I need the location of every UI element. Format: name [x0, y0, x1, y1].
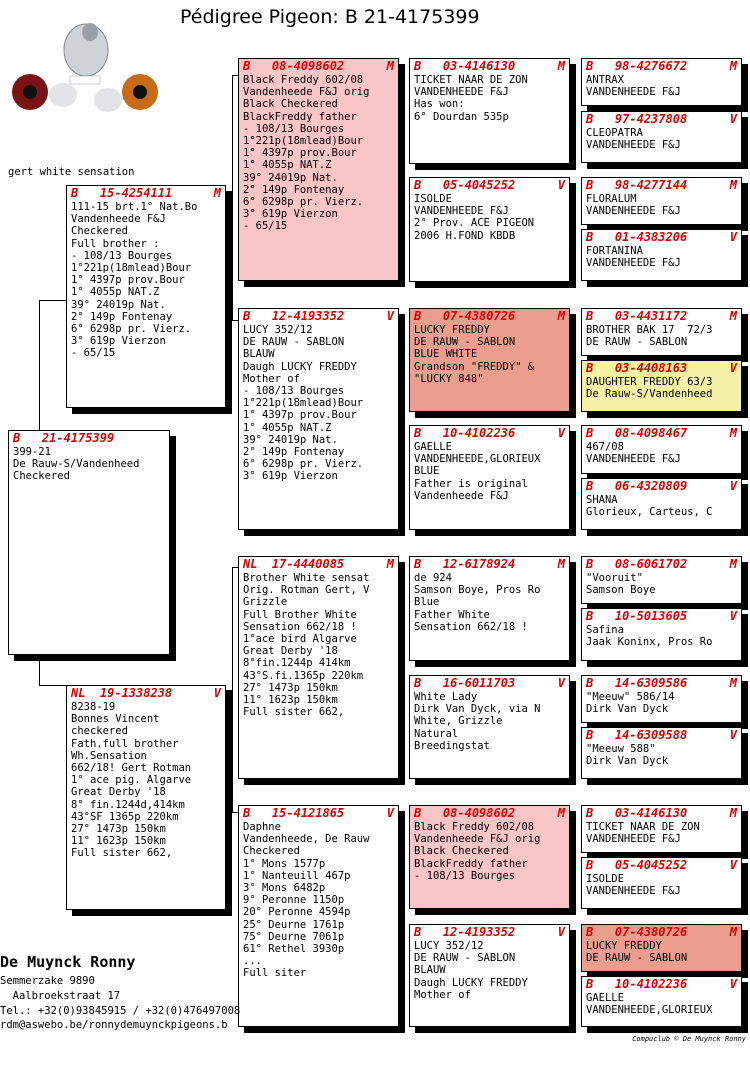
pedigree-line: GAELLE: [586, 992, 624, 1004]
pedigree-line: 111-15 brt.1° Nat.Bo: [71, 201, 198, 213]
pedigree-line: Dirk Van Dyck: [586, 703, 669, 716]
ring-header: B 08-4098602 M: [414, 806, 565, 820]
pedigree-line: Father is original: [414, 477, 528, 490]
ring-header: B 16-6011703 V: [414, 676, 565, 690]
pedigree-line: Black Checkered: [243, 98, 338, 111]
pedigree-line: 11° 1623p 150km: [243, 694, 338, 707]
pedigree-box-sire: [66, 185, 226, 408]
ring-header: B 14-6309586 M: [586, 676, 737, 690]
pedigree-line: checkered: [71, 725, 128, 738]
pedigree-box-gen3-4: [409, 425, 570, 530]
pedigree-line: 3° Mons 6482p: [243, 882, 326, 895]
pedigree-line: - 108/13 Bourges: [414, 869, 516, 882]
pedigree-line: 39° 24019p Nat.: [243, 171, 338, 184]
pedigree-box-gen4-5: [581, 308, 742, 356]
ring-header: B 98-4277144 M: [586, 178, 737, 192]
pedigree-line: GAELLE: [414, 441, 452, 453]
ring-header: B 06-4320809 V: [586, 479, 737, 493]
pedigree-line: BROTHER BAK 17 72/3: [586, 324, 713, 336]
pedigree-line: ISOLDE: [414, 193, 452, 205]
pedigree-line: 1°ace bird Algarve: [243, 633, 357, 646]
pedigree-line: 2° 149p Fontenay: [243, 183, 345, 196]
pedigree-line: VANDENHEEDE F&J: [414, 205, 509, 218]
pedigree-line: CLEOPATRA: [586, 127, 643, 139]
pedigree-line: VANDENHEEDE F&J: [586, 453, 681, 466]
pedigree-line: 39° 24019p Nat.: [243, 433, 338, 446]
owner-phone: Tel.: +32(0)93845915 / +32(0)476497008: [0, 1005, 241, 1017]
pedigree-line: 2° 149p Fontenay: [243, 446, 345, 459]
pedigree-line: "Meeuw 588": [586, 743, 656, 755]
ring-header: B 10-5013605 V: [586, 609, 737, 623]
pedigree-line: 6° Dourdan 535p: [414, 110, 509, 123]
pedigree-line: VANDENHEEDE F&J: [586, 885, 681, 898]
pedigree-line: 1° 4055p NAT.Z: [71, 286, 160, 299]
pedigree-line: 11° 1623p 150km: [71, 835, 166, 848]
pedigree-line: Blue: [414, 596, 440, 609]
pedigree-line: SHANA: [586, 494, 618, 506]
pedigree-line: De Rauw-S/Vandenheed: [13, 458, 140, 471]
pedigree-line: 3° 619p Vierzon: [71, 335, 166, 348]
ring-header: B 03-4408163 V: [586, 361, 737, 375]
ring-header: B 05-4045252 V: [586, 858, 737, 872]
side-note: gert white sensation: [8, 166, 135, 178]
pedigree-line: Checkered: [13, 470, 70, 483]
footer-credit: Compuclub © De Muynck Ronny: [632, 1035, 746, 1043]
ring-header: B 07-4380726 M: [586, 925, 737, 939]
pedigree-line: LUCKY FREDDY: [586, 940, 662, 952]
pedigree-box-subject: [8, 430, 170, 655]
ring-header: B 97-4237808 V: [586, 112, 737, 126]
pedigree-line: 8° fin.1244d,414km: [71, 798, 185, 811]
pedigree-line: "Vooruit": [586, 572, 643, 584]
pedigree-line: Mother of: [414, 988, 471, 1001]
pedigree-line: FLORALUM: [586, 193, 637, 205]
pedigree-box-gen3-8: [409, 924, 570, 1027]
pedigree-box-gen3-1: [409, 58, 570, 164]
pedigree-line: 1° 4397p prov.Bour: [71, 274, 185, 287]
pedigree-line: Dirk Van Dyck: [586, 755, 669, 768]
pedigree-line: VANDENHEEDE,GLORIEUX: [586, 1004, 713, 1017]
pedigree-line: 1°221p(18mlead)Bour: [243, 135, 364, 148]
pedigree-line: Orig. Rotman Gert, V: [243, 584, 370, 597]
pedigree-box-gen3-3: [409, 308, 570, 412]
pedigree-line: Father White: [414, 608, 490, 621]
pedigree-line: LUCKY FREDDY: [414, 324, 490, 336]
pedigree-line: BLUE WHITE: [414, 348, 478, 361]
pedigree-line: 25° Deurne 1761p: [243, 918, 345, 931]
pedigree-box-gen3-7: [409, 805, 570, 909]
ring-header: B 21-4175399: [13, 431, 115, 445]
pedigree-box-gen4-6: [581, 360, 742, 412]
pedigree-line: 8238-19: [71, 701, 116, 713]
pedigree-line: 2° Prov. ACE PIGEON: [414, 217, 535, 230]
ring-header: B 12-4193352 V: [414, 925, 565, 939]
pedigree-line: Mother of: [243, 372, 300, 385]
ring-header: B 10-4102236 V: [586, 977, 737, 991]
pedigree-box-gen2-4: [238, 805, 399, 1027]
pedigree-line: 1°221p(18mlead)Bour: [243, 397, 364, 410]
pedigree-line: 8°fin.1244p 414km: [243, 657, 351, 670]
pedigree-line: Glorieux, Carteus, C: [586, 506, 713, 519]
pedigree-line: DE RAUW - SABLON: [414, 336, 516, 349]
pedigree-box-gen4-11: [581, 675, 742, 723]
pedigree-line: VANDENHEEDE F&J: [586, 257, 681, 270]
owner-street: Aalbroekstraat 17: [0, 990, 121, 1002]
pedigree-line: 1°221p(18mlead)Bour: [71, 262, 192, 275]
pedigree-line: BLAUW: [414, 964, 446, 977]
pedigree-box-gen4-14: [581, 857, 742, 909]
pedigree-box-gen2-2: [238, 308, 399, 530]
pedigree-line: VANDENHEEDE,GLORIEUX: [414, 453, 541, 466]
ring-header: B 15-4121865 V: [243, 806, 394, 820]
pedigree-line: 1° Mons 1577p: [243, 857, 326, 870]
pedigree-line: Fath.full brother: [71, 737, 179, 750]
pedigree-box-gen4-4: [581, 229, 742, 281]
pedigree-box-gen4-16: [581, 976, 742, 1027]
pedigree-line: Dirk Van Dyck, via N: [414, 703, 541, 716]
ring-header: NL 19-1338238 V: [71, 686, 221, 700]
pedigree-line: VANDENHEEDE F&J: [414, 86, 509, 99]
pedigree-line: 61° Rethel 3930p: [243, 943, 345, 956]
pedigree-line: 43°S.fi.1365p 220km: [243, 669, 364, 682]
pedigree-line: - 108/13 Bourges: [243, 122, 345, 135]
page-title: Pédigree Pigeon: B 21-4175399: [180, 6, 480, 28]
pedigree-line: Vandenheede, De Rauw: [243, 833, 370, 846]
ring-header: B 03-4146130 M: [586, 806, 737, 820]
pedigree-line: 6° 6298p pr. Vierz.: [243, 458, 364, 471]
pedigree-line: 1° ace pig. Algarve: [71, 774, 192, 787]
pedigree-line: Grandson "FREDDY" &: [414, 360, 535, 373]
pedigree-line: Full sister 662,: [71, 847, 173, 860]
pedigree-line: LUCY 352/12: [243, 324, 313, 336]
ring-header: B 12-6178924 M: [414, 557, 565, 571]
pedigree-box-gen4-9: [581, 556, 742, 604]
pedigree-line: 399-21: [13, 446, 51, 458]
pedigree-line: 39° 24019p Nat.: [71, 298, 166, 311]
pedigree-box-gen2-3: [238, 556, 399, 779]
pedigree-line: Natural: [414, 727, 459, 740]
pedigree-line: Samson Boye, Pros Ro: [414, 584, 541, 597]
ring-header: B 05-4045252 V: [414, 178, 565, 192]
pedigree-line: 75° Deurne 7061p: [243, 930, 345, 943]
pedigree-line: ANTRAX: [586, 74, 624, 86]
ring-header: NL 17-4440085 M: [243, 557, 394, 571]
pedigree-line: 27° 1473p 150km: [71, 823, 166, 836]
pedigree-box-gen4-1: [581, 58, 742, 106]
ring-header: B 12-4193352 V: [243, 309, 394, 323]
pedigree-line: - 65/15: [243, 220, 288, 233]
pedigree-line: - 65/15: [71, 347, 116, 360]
pedigree-line: Breedingstat: [414, 739, 490, 752]
pedigree-line: 6° 6298p pr. Vierz.: [71, 323, 192, 336]
pedigree-line: DAUGHTER FREDDY 63/3: [586, 376, 713, 388]
pedigree-line: 2006 H.FOND KBDB: [414, 229, 516, 242]
logo-image: [8, 10, 158, 120]
pedigree-line: 1° 4055p NAT.Z: [243, 159, 332, 172]
pedigree-line: Grizzle: [243, 596, 288, 609]
pedigree-line: 662/18! Gert Rotman: [71, 762, 192, 775]
pedigree-line: 1° 4397p prov.Bour: [243, 409, 357, 422]
pedigree-line: Black Freddy 602/08: [243, 74, 364, 86]
pedigree-line: Samson Boye: [586, 584, 656, 597]
owner-city: Semmerzake 9890: [0, 975, 95, 987]
pedigree-line: TICKET NAAR DE ZON: [586, 821, 700, 833]
pedigree-line: 1° 4055p NAT.Z: [243, 421, 332, 434]
pedigree-line: Vandenheede F&J orig: [414, 833, 541, 846]
pedigree-line: DE RAUW - SABLON: [586, 952, 688, 965]
pedigree-box-gen4-13: [581, 805, 742, 853]
pedigree-line: 3° 619p Vierzon: [243, 208, 338, 221]
ring-header: B 07-4380726 M: [414, 309, 565, 323]
pedigree-line: Daphne: [243, 821, 281, 833]
pedigree-box-gen4-15: [581, 924, 742, 972]
pedigree-line: Checkered: [243, 845, 300, 858]
pedigree-box-gen3-5: [409, 556, 570, 661]
pedigree-line: 6° 6298p pr. Vierz.: [243, 196, 364, 209]
pedigree-line: DE RAUW - SABLON: [243, 336, 345, 349]
pedigree-line: 467/08: [586, 441, 624, 453]
pedigree-line: Black Freddy 602/08: [414, 821, 535, 833]
pedigree-line: Sensation 662/18 !: [243, 620, 357, 633]
pedigree-line: TICKET NAAR DE ZON: [414, 74, 528, 86]
pedigree-box-gen4-10: [581, 608, 742, 661]
ring-header: B 03-4431172 M: [586, 309, 737, 323]
ring-header: B 14-6309588 V: [586, 728, 737, 742]
pedigree-line: 27° 1473p 150km: [243, 681, 338, 694]
pedigree-line: BLAUW: [243, 348, 275, 361]
pedigree-line: Full brother :: [71, 237, 160, 250]
owner-name: De Muynck Ronny: [0, 953, 136, 971]
pedigree-line: DE RAUW - SABLON: [414, 952, 516, 965]
ring-header: B 08-6061702 M: [586, 557, 737, 571]
pedigree-box-gen3-6: [409, 675, 570, 779]
pedigree-line: BlackFreddy father: [414, 857, 528, 870]
pedigree-line: Full Brother White: [243, 608, 357, 621]
pedigree-line: 2° 149p Fontenay: [71, 310, 173, 323]
pedigree-line: Vandenheede F&J: [71, 213, 166, 226]
pedigree-line: 1° Nanteuill 467p: [243, 869, 351, 882]
pedigree-line: VANDENHEEDE F&J: [586, 86, 681, 99]
pedigree-box-gen4-3: [581, 177, 742, 225]
ring-header: B 08-4098467 M: [586, 426, 737, 440]
ring-header: B 10-4102236 V: [414, 426, 565, 440]
pedigree-line: 43°SF 1365p 220km: [71, 810, 179, 823]
pedigree-line: ...: [243, 955, 262, 968]
pedigree-line: Vandenheede F&J: [414, 489, 509, 502]
pedigree-line: Full siter: [243, 967, 307, 980]
pedigree-line: FORTANINA: [586, 245, 643, 257]
pedigree-line: Great Derby '18: [71, 786, 166, 799]
pedigree-line: Black Checkered: [414, 845, 509, 858]
pedigree-line: Full sister 662,: [243, 706, 345, 719]
pedigree-line: DE RAUW - SABLON: [586, 336, 688, 349]
pedigree-line: White, Grizzle: [414, 715, 503, 728]
pedigree-line: 20° Peronne 4594p: [243, 906, 351, 919]
pedigree-line: VANDENHEEDE F&J: [586, 139, 681, 152]
pedigree-line: LUCY 352/12: [414, 940, 484, 952]
pedigree-box-dam: [66, 685, 226, 910]
pedigree-box-gen3-2: [409, 177, 570, 282]
pedigree-box-gen4-2: [581, 111, 742, 163]
pedigree-line: BlackFreddy father: [243, 110, 357, 123]
pedigree-line: De Rauw-S/Vandenheed: [586, 388, 713, 401]
pedigree-box-gen4-8: [581, 478, 742, 530]
pedigree-line: - 108/13 Bourges: [71, 249, 173, 262]
pedigree-box-gen4-12: [581, 727, 742, 779]
pedigree-line: 1° 4397p prov.Bour: [243, 147, 357, 160]
pedigree-line: Sensation 662/18 !: [414, 620, 528, 633]
pedigree-line: de 924: [414, 572, 452, 584]
ring-header: B 03-4146130 M: [414, 59, 565, 73]
ring-header: B 01-4383206 V: [586, 230, 737, 244]
pedigree-line: "LUCKY 848": [414, 372, 484, 385]
pedigree-line: 3° 619p Vierzon: [243, 470, 338, 483]
pedigree-line: Safina: [586, 624, 624, 636]
pedigree-line: Jaak Koninx, Pros Ro: [586, 636, 713, 649]
pedigree-line: Daugh LUCKY FREDDY: [243, 360, 357, 373]
pedigree-line: ISOLDE: [586, 873, 624, 885]
pedigree-line: Daugh LUCKY FREDDY: [414, 976, 528, 989]
ring-header: B 98-4276672 M: [586, 59, 737, 73]
pedigree-box-gen4-7: [581, 425, 742, 474]
owner-email[interactable]: rdm@aswebo.be/ronnydemuynckpigeons.b: [0, 1019, 228, 1031]
ring-header: B 08-4098602 M: [243, 59, 394, 73]
pedigree-line: Bonnes Vincent: [71, 713, 160, 726]
pedigree-line: Checkered: [71, 225, 128, 238]
pedigree-line: Vandenheede F&J orig: [243, 86, 370, 99]
pedigree-line: VANDENHEEDE F&J: [586, 205, 681, 218]
pedigree-box-gen2-1: [238, 58, 399, 281]
pedigree-line: Brother White sensat: [243, 572, 370, 584]
pedigree-line: Great Derby '18: [243, 645, 338, 658]
pedigree-line: Wh.Sensation: [71, 749, 147, 762]
pedigree-line: VANDENHEEDE F&J: [586, 833, 681, 846]
pedigree-line: BLUE: [414, 465, 440, 478]
pedigree-line: White Lady: [414, 691, 478, 703]
pedigree-line: Has won:: [414, 98, 465, 111]
pedigree-line: 9° Peronne 1150p: [243, 894, 345, 907]
ring-header: B 15-4254111 M: [71, 186, 221, 200]
pedigree-line: - 108/13 Bourges: [243, 385, 345, 398]
pedigree-line: "Meeuw" 586/14: [586, 691, 675, 703]
